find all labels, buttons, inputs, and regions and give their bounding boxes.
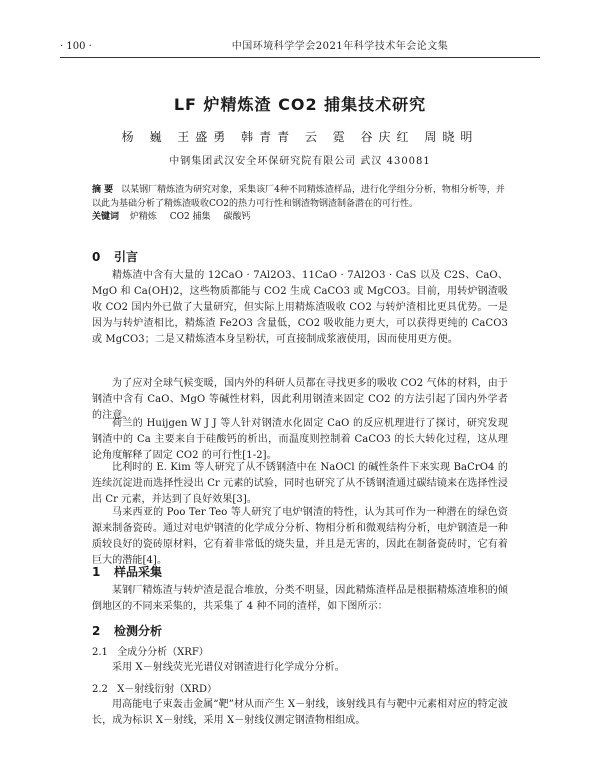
paragraph: 某钢厂精炼渣与转炉渣是混合堆放，分类不明显，因此精炼渣样品是根据精炼渣堆积的倾倒地区的不同来采集的，共采集了 4 种不同的渣样，如下图所示： (92, 585, 508, 612)
section-title: 样品采集 (114, 565, 163, 579)
paper-title: LF 炉精炼渣 CO2 捕集技术研究 (173, 95, 427, 114)
section-heading-analysis (92, 622, 162, 639)
subsection-title: 全成分分析（XRF） (117, 647, 209, 658)
paragraph: 用高能电子束轰击金属“靶”材从而产生 X－射线，该射线具有与靶中元素相对应的特定波长，成为标识 X－射线，采用 X－射线仪测定钢渣物相组成。 (92, 699, 508, 726)
paragraph: 精炼渣中含有大量的 12CaO · 7Al2O3、11CaO · 7Al2O3 · CaS 以及 C2S、CaO、MgO 和 Ca(OH)2，这些物质都能与 CO2 生成 CaCO3 或 MgCO3。目前，用转炉钢渣吸收 CO2 国内外已做了大量研究，但实际上用精炼渣吸收 CO2 与转炉渣相比更具优势。一是因为与转炉渣相比，精炼渣 Fe2O3 含量低，CO2 吸收能力更大，可以获得更纯的 CaCO3 或 MgCO3；二是又精炼渣本身呈粉状，可直接制成浆液使用，因而使用更方便。 (92, 270, 508, 345)
conference-title: 中国环境科学学会2021年科学技术年会论文集 (231, 41, 449, 52)
running-header (60, 38, 540, 56)
section-number: 1 (92, 565, 101, 579)
section-number: 2 (92, 624, 101, 638)
keyword: CO2 捕集 (169, 212, 211, 222)
keywords (92, 210, 508, 224)
paragraph: 荷兰的 Huijgen W J J 等人针对钢渣水化固定 CaO 的反应机理进行了探讨，研究发现钢渣中的 Ca 主要来自于硅酸钙的析出，而温度则控制着 CaCO3 的长大转化过程，这从理论角度解释了固定 CO2 的可行性[1-2]。 (92, 418, 508, 461)
section-heading-intro (92, 248, 138, 265)
page-number: · 100 · (60, 41, 92, 52)
paragraph: 比利时的 E. Kim 等人研究了从不锈钢渣中在 NaOCl 的碱性条件下来实现 BaCrO4 的连续沉淀进而选择性浸出 Cr 元素的试验，同时也研究了从不锈钢渣通过碳结镜来在选择性浸出 Cr 元素，并达到了良好效果[3]。 (92, 462, 508, 505)
subsection-title: X－射线衍射（XRD） (117, 684, 217, 695)
abstract-text: 以某钢厂精炼渣为研究对象，采集该厂4种不同精炼渣样品，进行化学组分分析，物相分析等，并以此为基础分析了精炼渣吸收CO2的热力可行性和钢渣物钢渣制备潜在的可行性。 (92, 185, 505, 209)
subsection-heading-xrf (92, 643, 209, 658)
keyword: 炉精炼 (129, 212, 157, 222)
section-heading-sampling (92, 563, 162, 580)
affiliation: 中钢集团武汉安全环保研究院有限公司 武汉 430081 (169, 156, 431, 167)
keyword: 碳酸钙 (223, 212, 251, 222)
abstract (92, 183, 508, 211)
paragraph: 采用 X－射线荧光光谱仪对钢渣进行化学成分分析。 (112, 662, 345, 673)
paragraph: 为了应对全球气候变暖，国内外的科研人员都在寻找更多的吸收 CO2 气体的材料，由于钢渣中含有 CaO、MgO 等碱性材料，因此利用钢渣来固定 CO2 的方法引起了国内外学者的注意。 (92, 378, 508, 421)
subsection-heading-xrd (92, 680, 217, 695)
subsection-number: 2.2 (92, 684, 108, 695)
author-list: 杨 巍 王盛勇 韩青青 云 霓 谷庆红 周晓明 (121, 130, 479, 144)
abstract-label: 摘 要 (92, 185, 114, 195)
section-number: 0 (92, 250, 101, 264)
subsection-number: 2.1 (92, 647, 108, 658)
section-title: 检测分析 (114, 624, 163, 638)
paragraph: 马来西亚的 Poo Ter Teo 等人研究了电炉钢渣的特性，认为其可作为一种潜在的绿色资源来制备瓷砖。通过对电炉钢渣的化学成分分析、物相分析和微观结构分析，电炉钢渣是一种质较良好的瓷砖原材料，它有着非常低的烧失量，并且是无害的，因此在制备瓷砖时，它有着巨大的潜能[4]。 (92, 507, 508, 566)
header-divider (60, 57, 540, 58)
keywords-label: 关键词 (92, 212, 120, 222)
section-title: 引言 (114, 250, 139, 264)
